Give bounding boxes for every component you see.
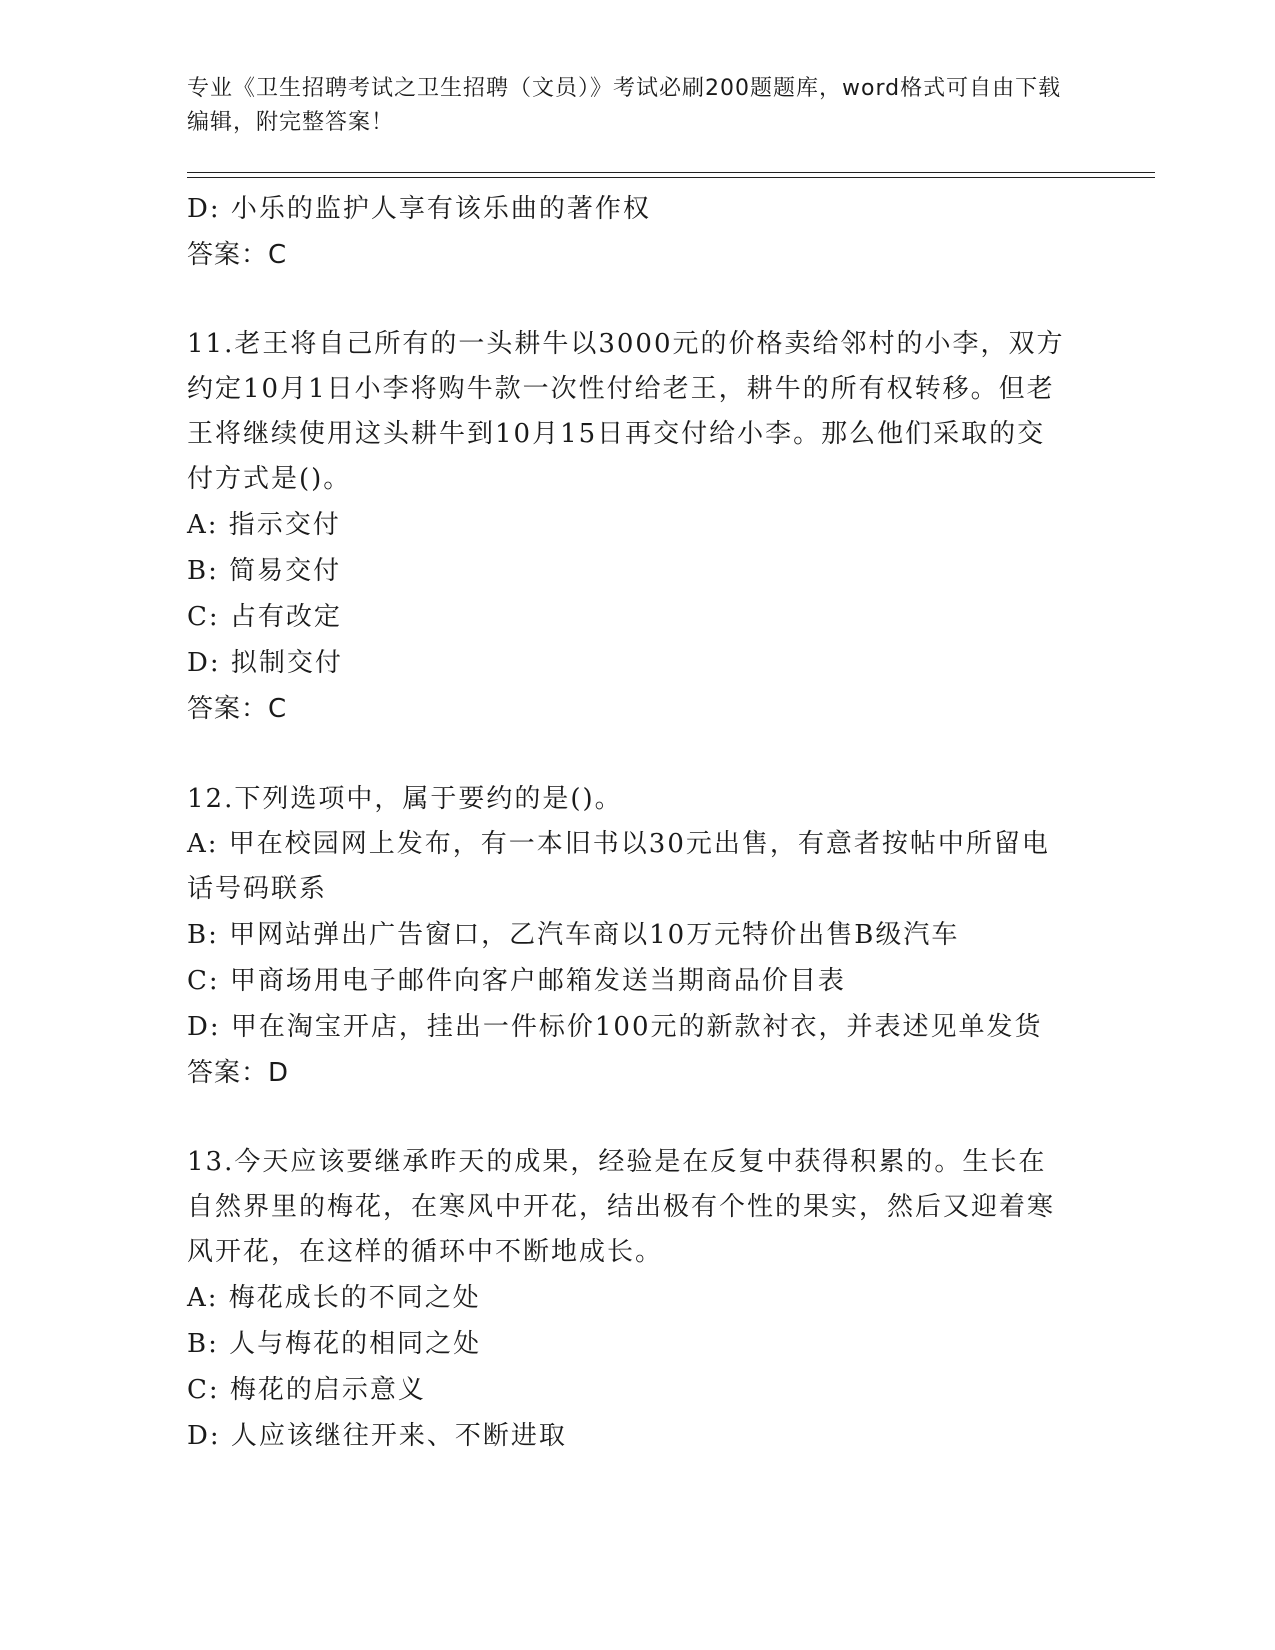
spacer <box>187 732 1067 776</box>
question-stem: 12.下列选项中，属于要约的是()。 <box>187 784 623 814</box>
header-title: 专业《卫生招聘考试之卫生招聘（文员）》考试必刷200题题库，word格式可自由下载编辑，附完整答案！ <box>187 76 1062 135</box>
option-a: A: 甲在校园网上发布，有一本旧书以30元出售，有意者按帖中所留电话号码联系 <box>187 829 1050 904</box>
option-c: C: 占有改定 <box>187 602 342 632</box>
question-13 <box>187 1140 1067 1459</box>
question-stem: 13.今天应该要继承昨天的成果，经验是在反复中获得积累的。生长在自然界里的梅花，在寒风中开花，结出极有个性的果实，然后又迎着寒风开花，在这样的循环中不断地成长。 <box>187 1147 1056 1267</box>
document-body <box>187 186 1067 1459</box>
spacer <box>187 278 1067 322</box>
option-a: A: 指示交付 <box>187 510 341 540</box>
option-b: B: 甲网站弹出广告窗口，乙汽车商以10万元特价出售B级汽车 <box>187 920 960 950</box>
option-d: D: 甲在淘宝开店，挂出一件标价100元的新款衬衣，并表述见单发货 <box>187 1012 1043 1042</box>
header-rule-bottom <box>187 177 1155 178</box>
option-c: C: 梅花的启示意义 <box>187 1375 426 1405</box>
answer: 答案：C <box>187 694 288 724</box>
option-b: B: 简易交付 <box>187 556 342 586</box>
question-11 <box>187 322 1067 732</box>
spacer <box>187 1096 1067 1140</box>
option-d: D: 人应该继往开来、不断进取 <box>187 1421 567 1451</box>
document-header <box>187 72 1067 140</box>
answer: 答案：D <box>187 1058 290 1088</box>
option-d: D: 拟制交付 <box>187 648 343 678</box>
option-d: D: 小乐的监护人享有该乐曲的著作权 <box>187 194 651 224</box>
header-rule-top <box>187 172 1155 173</box>
option-c: C: 甲商场用电子邮件向客户邮箱发送当期商品价目表 <box>187 966 846 996</box>
question-12 <box>187 776 1067 1096</box>
option-b: B: 人与梅花的相同之处 <box>187 1329 482 1359</box>
question-stem: 11.老王将自己所有的一头耕牛以3000元的价格卖给邻村的小李，双方约定10月1日小李将购牛款一次性付给老王，耕牛的所有权转移。但老王将继续使用这头耕牛到10月15日再交付给小李。那么他们采取的交付方式是()。 <box>187 329 1065 494</box>
answer: 答案：C <box>187 240 288 270</box>
option-a: A: 梅花成长的不同之处 <box>187 1283 481 1313</box>
